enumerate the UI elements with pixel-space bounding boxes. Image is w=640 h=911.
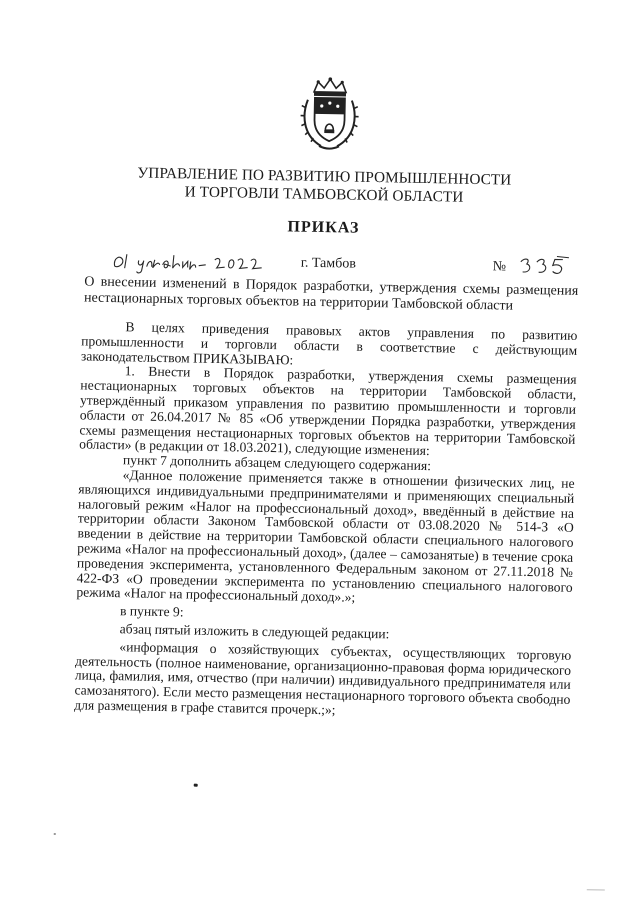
handwritten-order-number	[517, 253, 573, 280]
organization-name-line-1: УПРАВЛЕНИЕ ПО РАЗВИТИЮ ПРОМЫШЛЕННОСТИ	[137, 164, 512, 189]
document-type-title: ПРИКАЗ	[287, 218, 360, 237]
handwritten-date	[111, 246, 272, 277]
document-subject: О внесении изменений в Порядок разработки, утверждения схемы размещения нестационарных торговых объектов на территории Тамбовской области	[83, 274, 579, 314]
body-paragraph-3: пункт 7 дополнить абзацем следующего содержания:	[122, 452, 432, 474]
scan-speck	[194, 784, 198, 787]
document-body	[74, 319, 577, 722]
organization-name	[104, 164, 545, 208]
body-paragraph-4: «Данное положение применяется также в отношении физических лиц, не являющихся индивидуальными предпринимателями и применяющих специальный налоговый режим «Налог на профессиональный доход», введённый в действие на территории области Законом Тамбовской области от 03.08.2020 № 514-З «О введении в действие на территории Тамбовской области специального налогового режима «Налог на профессиональный доход», (далее – самозанятые) в течение срока проведения эксперимента, установленного Федеральным законом от 27.11.2018 № 422-ФЗ «О проведении эксперимента по установлению специального налогового режима «Налог на профессиональный доход».»;	[76, 467, 575, 606]
organization-name-line-2: И ТОРГОВЛИ ТАМБОВСКОЙ ОБЛАСТИ	[184, 183, 464, 206]
body-paragraph-2: 1. Внести в Порядок разработки, утверждения схемы размещения нестационарных торговых объектов на территории Тамбовской области, утверждённый приказом управления по развитию промышленности и торговли области от 26.04.2017 № 85 «Об утверждении Порядка разработки, утверждения схемы размещения нестационарных торговых объектов на территории Тамбовской области» (в редакции от 18.03.2021), следующие изменения:	[79, 363, 577, 459]
scan-speck-small	[54, 833, 56, 835]
body-paragraph-7: «информация о хозяйствующих субъектах, осуществляющих торговую деятельность (полное наименование, организационно-правовая форма юридического лица, фамилия, имя, отчество (при наличии) индивидуального предпринимателя или самозанятого). Если место размещения нестационарного торгового объекта свободно для размещения в графе ставится прочерк.;»;	[74, 638, 572, 718]
tambov-coat-of-arms-icon	[299, 76, 360, 153]
number-sign: №	[492, 259, 507, 275]
body-paragraph-5: в пункте 9:	[119, 603, 184, 620]
body-paragraph-1: В целях приведения правовых актов управления по развитию промышленности и торговли области в соответствие с действующим законодательством ПРИКАЗЫВАЮ:	[80, 319, 578, 368]
city-name: г. Тамбов	[300, 255, 357, 272]
body-paragraph-6: абзац пятый изложить в следующей редакции:	[119, 621, 390, 642]
scan-edge-mark	[587, 889, 605, 890]
